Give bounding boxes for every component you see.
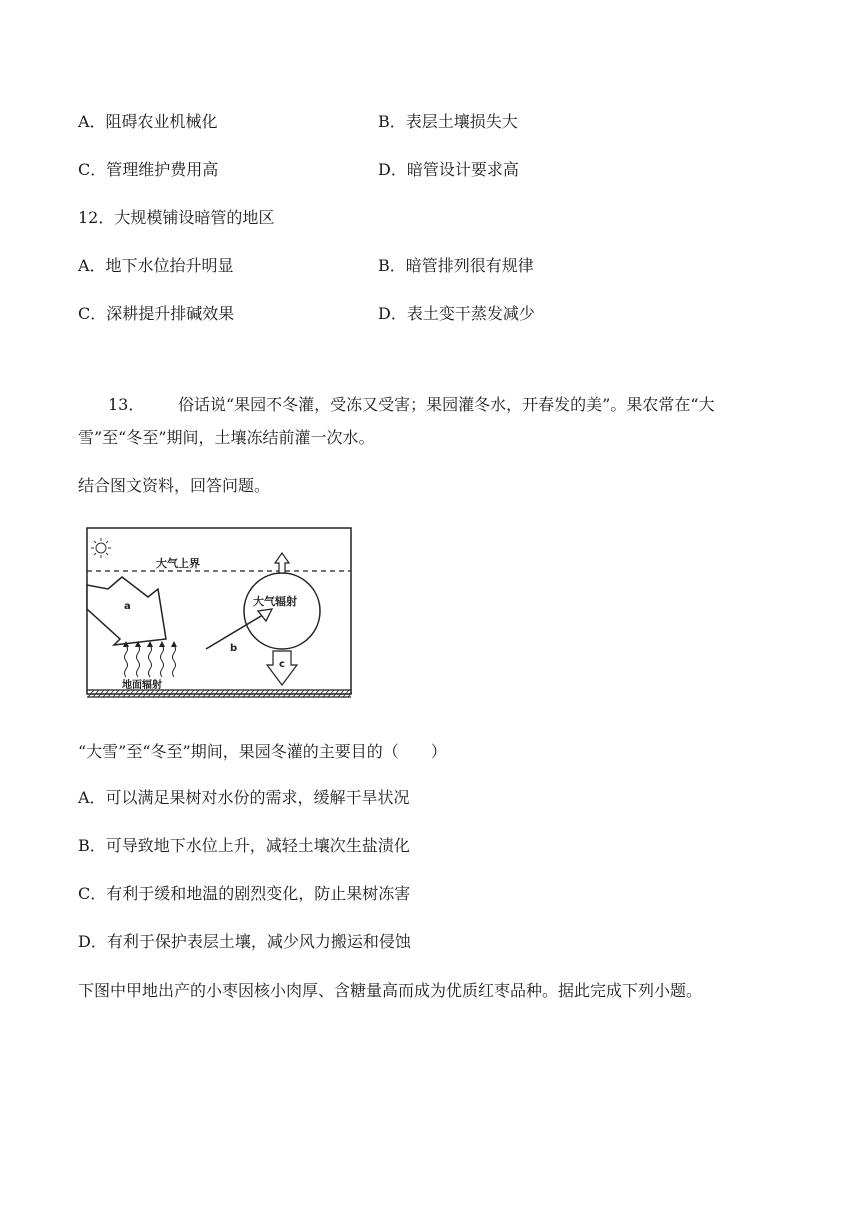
q13-option-d: D．有利于保护表层土壤，减少风力搬运和侵蚀 <box>78 932 411 951</box>
q13-question: “大雪”至“冬至”期间，果园冬灌的主要目的（ ） <box>78 742 447 761</box>
q12-stem: 12．大规模铺设暗管的地区 <box>78 208 275 227</box>
radiation-diagram <box>86 527 352 705</box>
q13-instruction: 结合图文资料，回答问题。 <box>78 476 271 495</box>
label-c: c <box>279 659 285 670</box>
q12-option-d: D．表土变干蒸发减少 <box>378 304 535 323</box>
q11-option-d: D．暗管设计要求高 <box>378 160 519 179</box>
label-atmospheric-radiation: 大气辐射 <box>253 595 297 608</box>
label-a: a <box>124 601 131 612</box>
q11-option-a: A．阻碍农业机械化 <box>78 112 218 131</box>
q11-option-c: C．管理维护费用高 <box>78 160 219 179</box>
q13-option-c: C．有利于缓和地温的剧烈变化，防止果树冻害 <box>78 884 411 903</box>
q12-option-a: A．地下水位抬升明显 <box>78 256 234 275</box>
q13-intro-line2: 雪”至“冬至”期间，土壤冻结前灌一次水。 <box>78 428 375 447</box>
q11-option-b: B．表层土壤损失大 <box>378 112 518 131</box>
q12-option-b: B．暗管排列很有规律 <box>378 256 534 275</box>
q13-number: 13． <box>108 395 145 414</box>
q13-intro-text: 俗话说“果园不冬灌，受冻又受害；果园灌冬水，开春发的美”。果农常在“大 <box>178 395 715 414</box>
atmosphere-circle <box>244 573 320 649</box>
label-b: b <box>230 643 238 654</box>
label-atmosphere-top: 大气上界 <box>156 557 200 570</box>
q13-option-b: B．可导致地下水位上升，减轻土壤次生盐渍化 <box>78 836 410 855</box>
sun-icon <box>91 538 111 558</box>
arrow-up-space <box>275 553 289 573</box>
next-section-intro: 下图中甲地出产的小枣因核小肉厚、含糖量高而成为优质红枣品种。据此完成下列小题。 <box>78 981 703 1000</box>
q12-option-c: C．深耕提升排碱效果 <box>78 304 235 323</box>
ground-radiation-arrows <box>125 645 176 677</box>
q13-option-a: A．可以满足果树对水份的需求，缓解干旱状况 <box>78 788 410 807</box>
label-ground-radiation: 地面辐射 <box>122 680 162 691</box>
